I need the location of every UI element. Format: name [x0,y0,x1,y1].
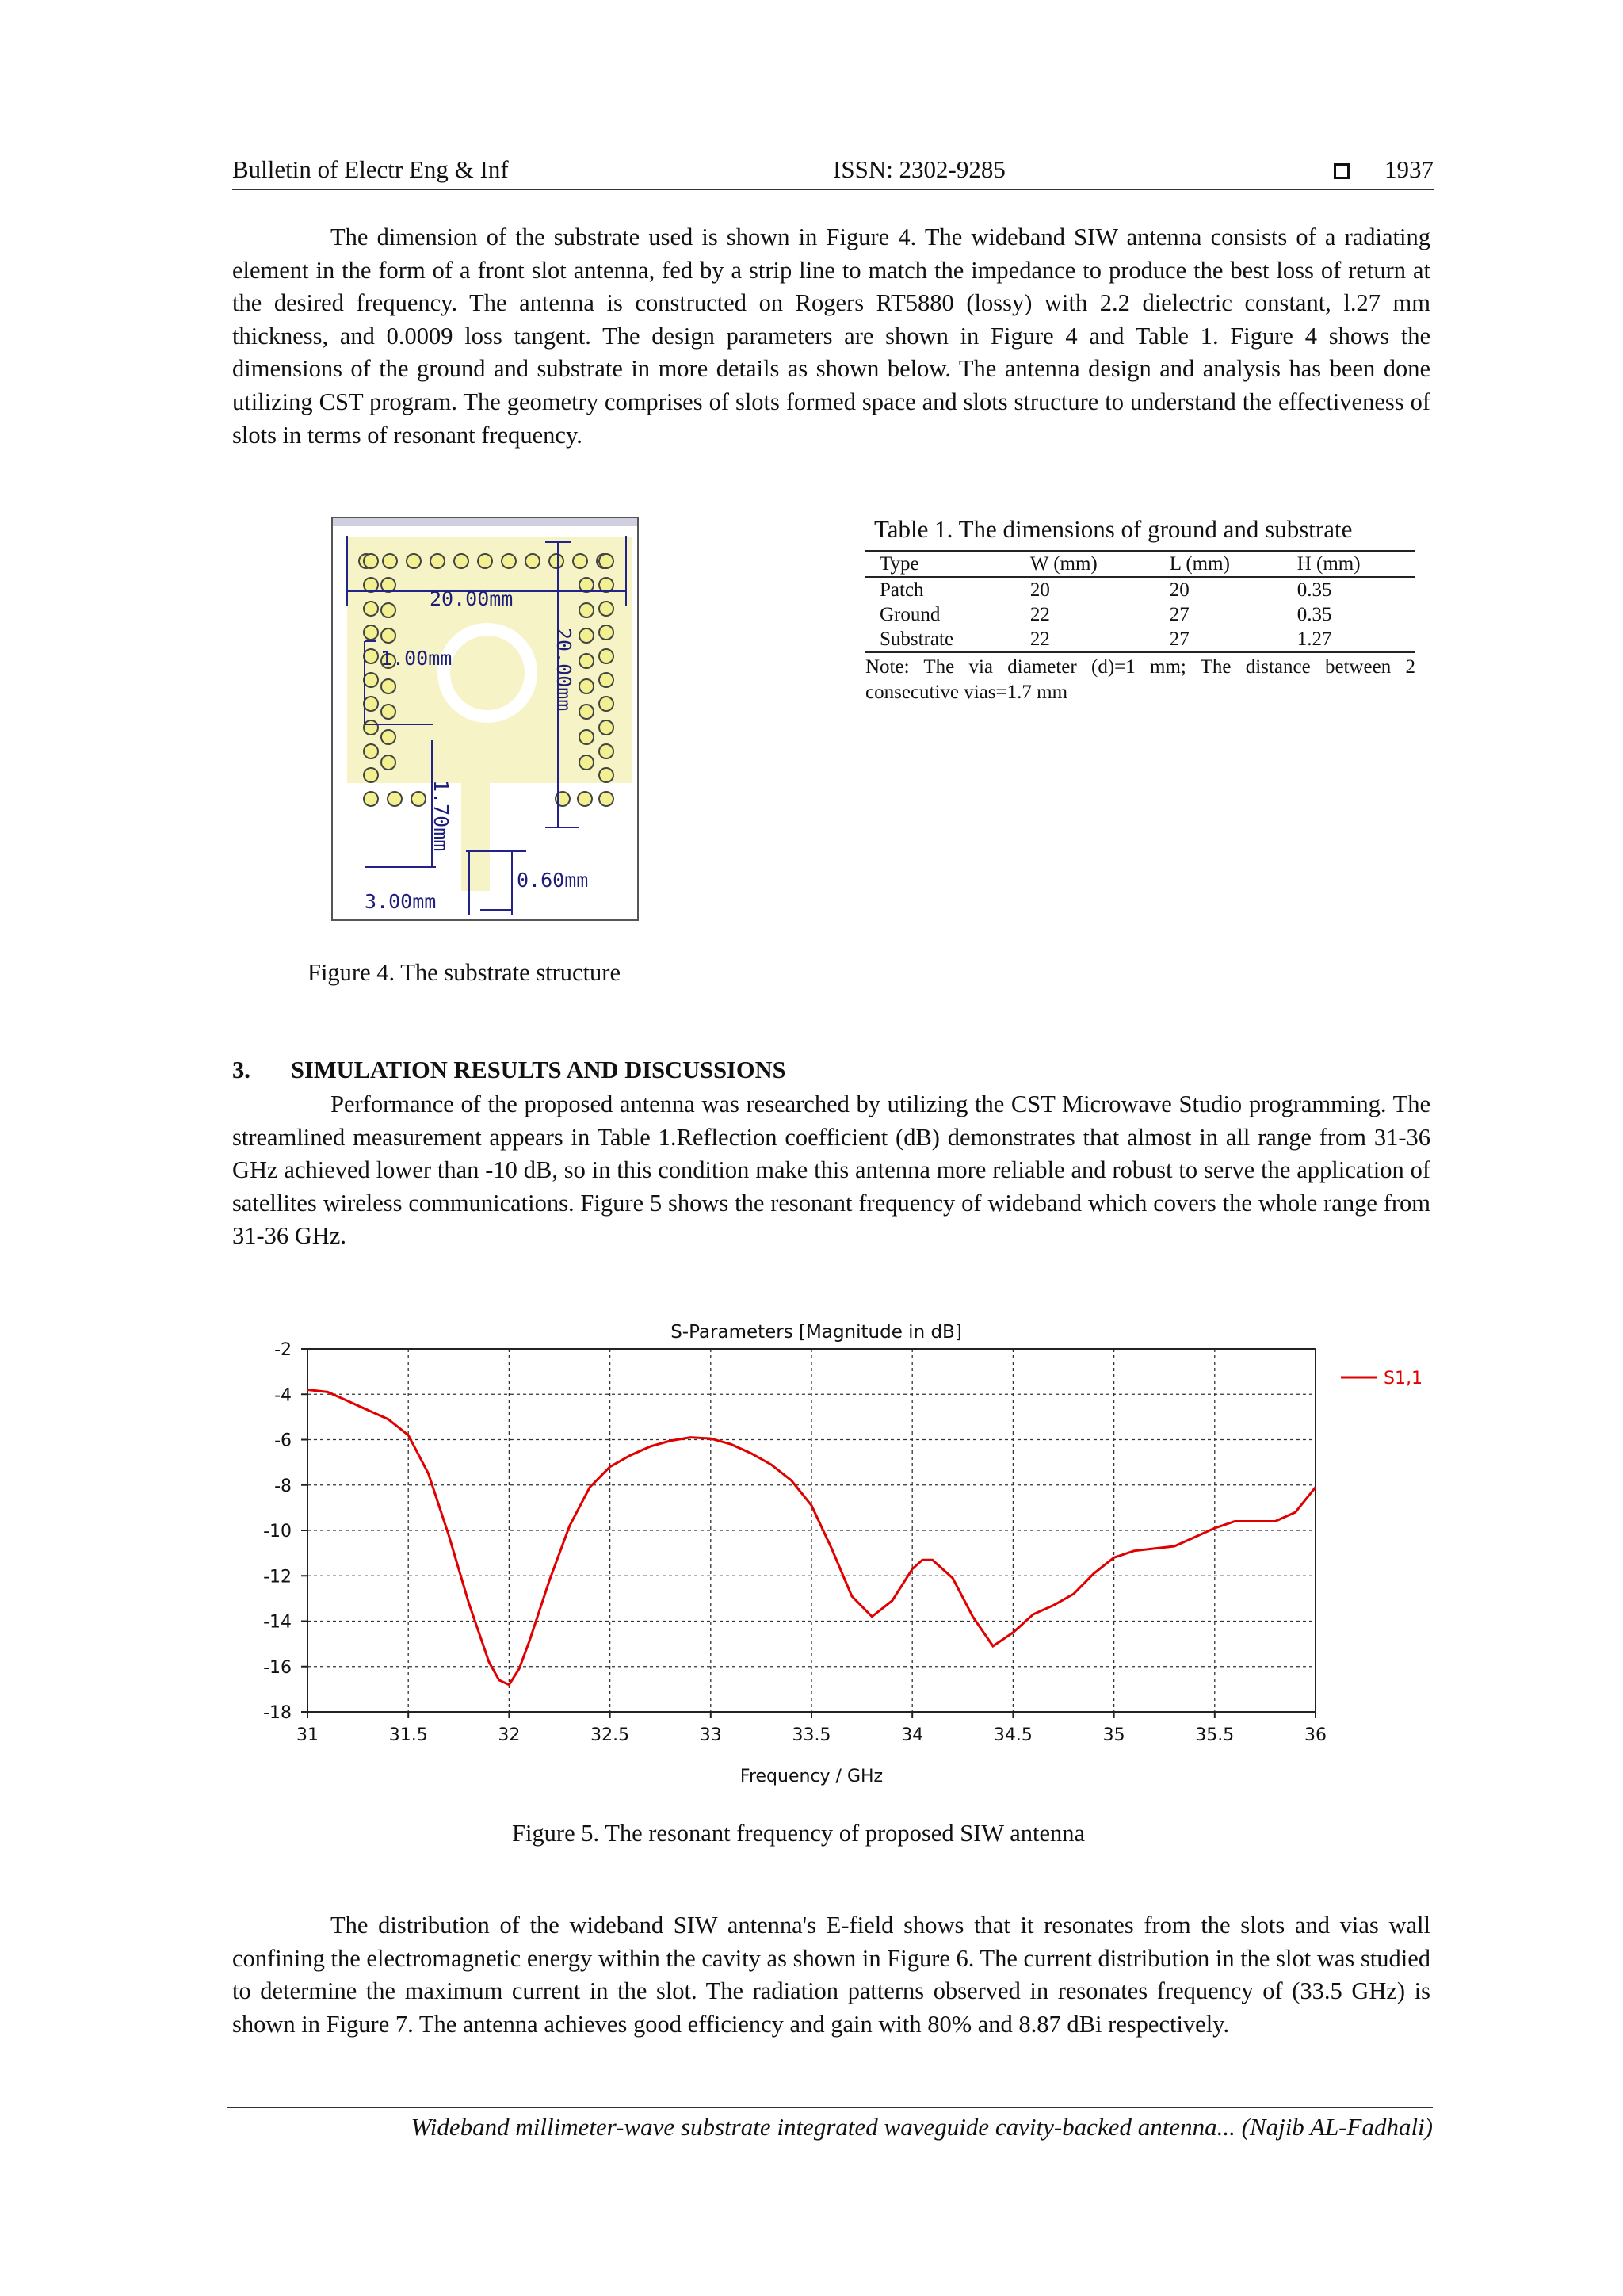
via-hole [599,744,613,758]
table-row: Ground 22 27 0.35 [880,604,1332,625]
via-hole [364,602,378,616]
figure-4-substrate-structure [331,517,639,921]
via-hole [599,697,613,711]
section-heading [232,1056,786,1084]
y-tick-label: -18 [263,1703,292,1723]
x-tick-label: 34 [901,1725,924,1745]
x-tick-label: 32.5 [590,1725,630,1745]
via-hole [364,792,378,806]
via-hole [549,554,563,568]
figure-5-chart [230,1274,1442,1797]
col-l: L (mm) [1169,553,1230,575]
y-tick-label: -8 [274,1476,292,1496]
x-tick-label: 34.5 [993,1725,1033,1745]
x-tick-label: 32 [498,1725,521,1745]
x-tick-label: 35.5 [1195,1725,1235,1745]
footer-rule [227,2107,1433,2108]
via-hole [502,554,516,568]
via-hole [599,720,613,735]
via-hole [579,755,594,770]
via-hole [388,792,402,806]
page-footer: Wideband millimeter-wave substrate integrated waveguide cavity-backed antenna... (Najib AL-Fadhali) [411,2113,1433,2141]
section-title: SIMULATION RESULTS AND DISCUSSIONS [291,1056,786,1083]
via-hole [381,705,395,719]
y-tick-label: -6 [274,1431,292,1451]
via-hole [364,768,378,782]
substrate-drawing [333,518,639,921]
via-hole [578,792,592,806]
via-hole [381,578,395,592]
x-tick-label: 33 [699,1725,722,1745]
y-tick-label: -10 [263,1522,292,1541]
via-hole [579,578,594,592]
figure-5-caption: Figure 5. The resonant frequency of proposed SIW antenna [512,1820,1086,1847]
col-w: W (mm) [1029,553,1098,575]
via-hole [381,603,395,617]
x-tick-label: 31 [296,1725,319,1745]
via-hole [381,730,395,744]
via-hole [364,744,378,758]
page-header [232,154,1434,190]
via-hole [364,554,378,568]
via-hole [525,554,540,568]
via-hole [478,554,492,568]
figure-4-caption: Figure 4. The substrate structure [307,959,621,986]
dim-bottom-label: 3.00mm [365,890,437,913]
via-hole [364,578,378,592]
via-hole [383,554,397,568]
via-hole [599,649,613,663]
x-tick-label: 36 [1304,1725,1327,1745]
via-hole [411,792,426,806]
via-hole [579,628,594,643]
via-hole [364,697,378,711]
y-tick-label: -16 [263,1657,292,1678]
via-hole [381,755,395,770]
via-hole [599,554,613,568]
col-h: H (mm) [1296,553,1361,575]
via-hole [430,554,445,568]
via-hole [364,673,378,687]
section-number: 3. [232,1056,250,1083]
table-header-row [865,551,1415,577]
via-hole [599,578,613,592]
table-row: Patch 20 20 0.35 [880,579,1332,601]
via-hole [579,603,594,617]
page-number: 1937 [1384,155,1434,183]
paragraph-simulation: Performance of the proposed antenna was researched by utilizing the CST Microwave Studio programming. The streamlined measurement appears in Table 1.Reflection coefficient (dB) demonstrates that almost in all range from 31-36 GHz achieved lower than -10 dB, so in this condition make this antenna more reliable and robust to serve the application of satellites wireless communications. Figure 5 shows the resonant frequency of wideband which covers the whole range from 31-36 GHz. [232,1091,1430,1250]
via-hole [599,792,613,806]
via-hole [573,554,587,568]
s-parameter-plot [230,1274,1442,1797]
via-hole [599,625,613,640]
col-type: Type [880,553,919,575]
y-tick-label: -2 [274,1340,292,1360]
dim-width-label: 20.00mm [430,587,514,610]
via-hole [364,625,378,640]
via-hole [579,730,594,744]
journal-name: Bulletin of Electr Eng & Inf [232,155,509,183]
via-hole [579,679,594,693]
via-hole [407,554,421,568]
via-hole [364,720,378,735]
via-hole [579,705,594,719]
via-hole [454,554,468,568]
y-tick-label: -4 [274,1385,292,1406]
via-hole [381,628,395,643]
x-axis-label: Frequency / GHz [739,1767,884,1786]
via-hole [364,649,378,663]
x-tick-label: 33.5 [792,1725,831,1745]
square-icon [1334,163,1350,179]
via-hole [599,602,613,616]
y-tick-label: -14 [263,1612,292,1633]
via-hole [599,673,613,687]
legend-entry: S1,1 [1384,1369,1423,1389]
dim-height-label: 20.00mm [552,628,575,712]
x-tick-label: 35 [1102,1725,1125,1745]
paragraph-substrate: The dimension of the substrate used is shown in Figure 4. The wideband SIW antenna consists of a radiating element in the form of a front slot antenna, fed by a strip line to match the impedance to produce the best loss of return at the desired frequency. The antenna is constructed on Rogers RT5880 (lossy) with 2.2 dielectric constant, l.27 mm thickness, and 0.0009 loss tangent. The design parameters are shown in Figure 4 and Table 1. Figure 4 shows the dimensions of the ground and substrate in more details as shown below. The antenna design and analysis has been done utilizing CST program. The geometry comprises of slots formed space and slots structure to understand the effectiveness of slots in terms of resonant frequency. [232,223,1430,449]
x-tick-label: 31.5 [388,1725,428,1745]
table-1-note: Note: The via diameter (d)=1 mm; The distance between 2 consecutive vias=1.7 mm [865,656,1415,703]
paragraph-distribution: The distribution of the wideband SIW antenna's E-field shows that it resonates from the slots and vias wall confining the electromagnetic energy within the cavity as shown in Figure 6. The current distribution in the slot was studied to determine the maximum current in the slot. The radiation patterns observed in resonates frequency of (33.5 GHz) is shown in Figure 7. The antenna achieves good efficiency and gain with 80% and 8.87 dBi respectively. [232,1912,1430,2038]
dim-spacing-label: 1.70mm [430,780,453,852]
y-tick-label: -12 [263,1567,292,1587]
table-row: Substrate 22 27 1.27 [865,627,1415,652]
dim-feed-label: 0.60mm [517,869,589,892]
table-1-title: Table 1. The dimensions of ground and substrate [874,515,1353,543]
via-hole [381,679,395,693]
table-1 [865,550,1415,653]
via-hole [599,768,613,782]
issn: ISSN: 2302-9285 [833,155,1006,183]
dim-via-label: 1.00mm [380,647,453,670]
via-hole [579,654,594,668]
chart-title: S-Parameters [Magnitude in dB] [670,1322,962,1343]
